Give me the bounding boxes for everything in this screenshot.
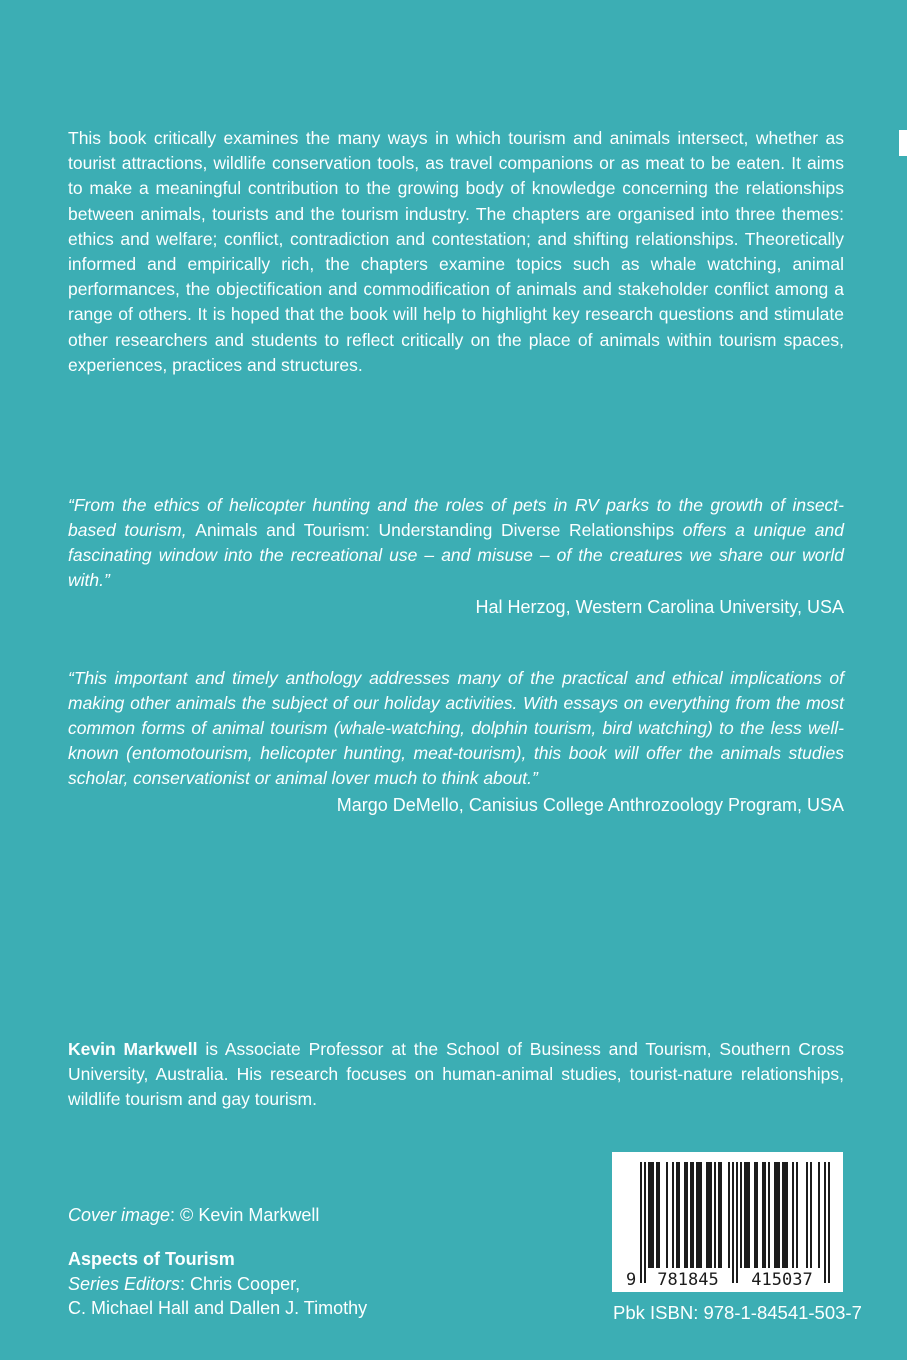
endorsement-quote-2: [68, 666, 844, 818]
edge-marker: [899, 130, 907, 156]
series-editors-label: Series Editors: [68, 1273, 181, 1294]
pbk-isbn-label: Pbk ISBN: 978-1-84541-503-7: [613, 1302, 862, 1323]
series-editors-line2: C. Michael Hall and Dallen J. Timothy: [68, 1298, 368, 1319]
barcode-svg: [612, 1152, 843, 1292]
barcode-digit-left: 9: [626, 1270, 637, 1290]
quote-1-text: [68, 493, 844, 593]
series-editors-line1: [68, 1272, 367, 1297]
series-info: [68, 1247, 367, 1321]
barcode-digits-group1: 781845: [657, 1270, 719, 1290]
isbn-barcode: [612, 1152, 843, 1292]
barcode-digits-group2: 415037: [751, 1270, 813, 1290]
author-bio: [68, 1037, 844, 1113]
barcode-bars: [640, 1162, 830, 1283]
cover-image-label: Cover image: [68, 1205, 171, 1225]
book-title-inline: Animals and Tourism: Understanding Diverse Relationships: [195, 520, 675, 540]
book-description: This book critically examines the many ways in which tourism and animals intersect, whether as tourist attractions, wildlife conservation tools, as travel companions or as meat to be eaten. It aims to make a meaningful contribution to the growing body of knowledge concerning the relationships between animals, tourists and the tourism industry. The chapters are organised into three themes: ethics and welfare; conflict, contradiction and contestation; and shifting relationships. Theoretically informed and empirically rich, the chapters examine topics such as whale watching, animal performances, the objectification and commodification of animals and stakeholder conflict among a range of others. It is hoped that the book will help to highlight key research questions and stimulate other researchers and students to reflect critically on the place of animals within tourism spaces, experiences, practices and structures.: [68, 128, 844, 375]
author-bio-text: is Associate Professor at the School of Business and Tourism, Southern Cross University, Australia. His research focuses on human-animal studies, tourist-nature relationships, wildlife tourism and gay tourism.: [68, 1039, 844, 1110]
cover-image-credit: [68, 1203, 319, 1227]
author-name: Kevin Markwell: [68, 1039, 198, 1059]
endorsement-quote-1: [68, 493, 844, 620]
series-title: Aspects of Tourism: [68, 1249, 235, 1269]
quote-1-pre: “From the ethics of helicopter hunting and the roles of pets in RV parks to the growth of insect-based tourism,: [68, 495, 844, 540]
quote-1-post: offers a unique and fascinating window into the recreational use – and misuse – of the creatures we share our world with.”: [68, 520, 845, 590]
quote-2-text: “This important and timely anthology addresses many of the practical and ethical implications of making other animals the subject of our holiday activities. With essays on everything from the most common forms of animal tourism (whale-watching, dolphin tourism, bird watching) to the less well-known (entomotourism, helicopter hunting, meat-tourism), this book will offer the animals studies scholar, conservationist or animal lover much to think about.”: [68, 668, 844, 788]
quote-2-attribution: Margo DeMello, Canisius College Anthrozoology Program, USA: [336, 795, 844, 815]
cover-image-credit-text: : © Kevin Markwell: [170, 1205, 320, 1225]
quote-1-attribution: Hal Herzog, Western Carolina University, USA: [475, 597, 844, 617]
series-editors-names: : Chris Cooper,: [180, 1273, 301, 1294]
